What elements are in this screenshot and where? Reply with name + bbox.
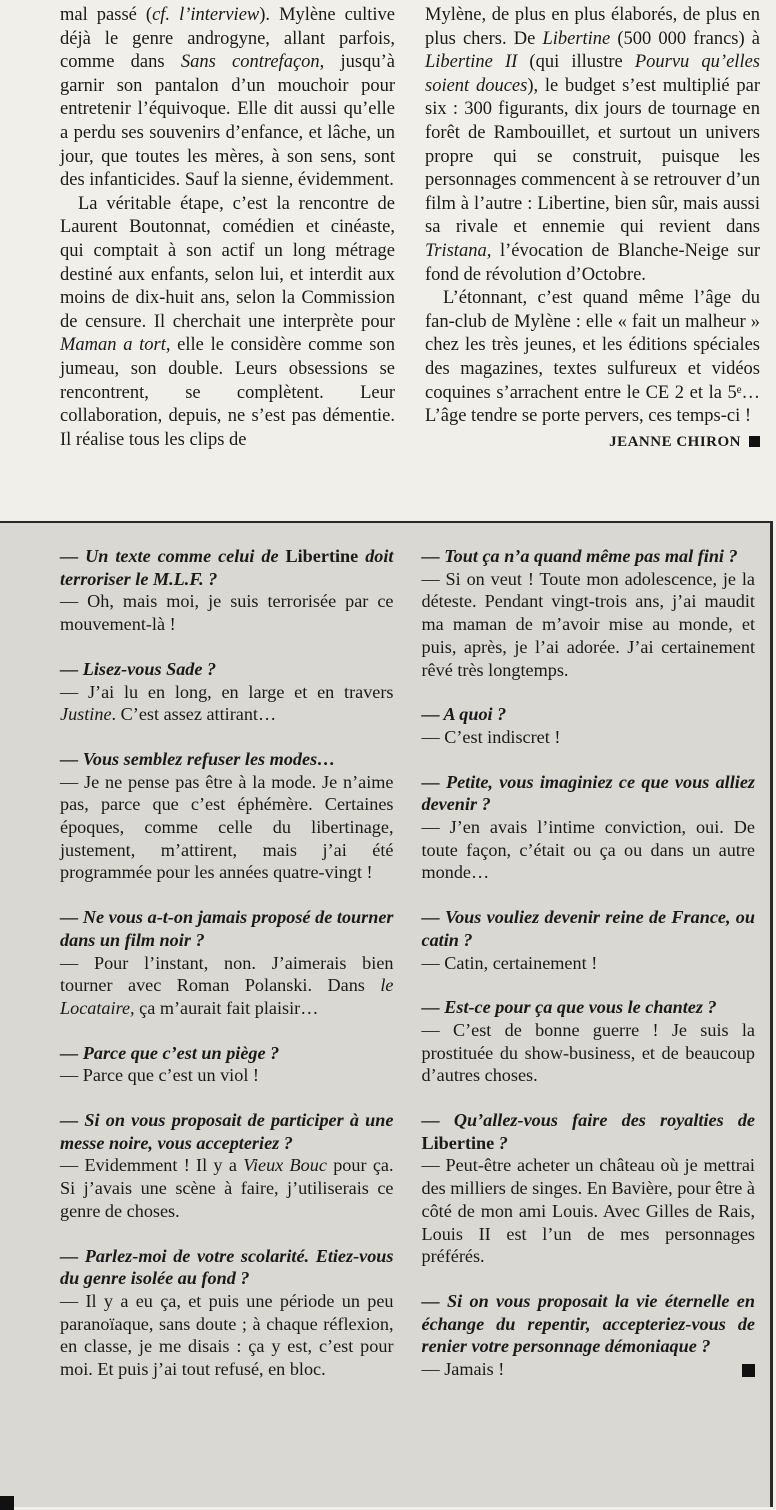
author-signature (425, 431, 760, 453)
qa-pair (60, 545, 394, 636)
text-run: — Si on vous proposait de participer à une messe noire, vous accepteriez ? (60, 1110, 394, 1153)
qa-pair (422, 906, 756, 974)
text-run: — J’en avais l’intime conviction, oui. De toute façon, c’était ou ça ou dans un autre monde… (421, 817, 755, 883)
question (422, 703, 756, 726)
text-run: — Est-ce pour ça que vous le chantez ? (421, 997, 717, 1018)
question (60, 1109, 394, 1154)
answer (422, 816, 756, 884)
italic-title: Libertine (542, 28, 611, 49)
qa-pair (60, 1109, 394, 1223)
text-run: . C’est assez attirant… (111, 704, 277, 725)
text-run: ), le budget s’est multiplié par six : 300 figurants, dix jours de tournage en forêt de Rambouillet, et surtout un univers propre qui se construit, puisque les personnages commencent à se retrouver d’un film à l’autre : Libertine, bien sûr, mais aussi sa rivale et ennemie qui revient dans (425, 75, 761, 238)
question (422, 996, 756, 1019)
answer (60, 952, 394, 1020)
question (60, 748, 394, 771)
qa-pair (422, 1290, 756, 1381)
qa-pair (422, 771, 756, 885)
answer (422, 1358, 756, 1381)
article-paragraph (425, 4, 760, 287)
page-corner-mark (0, 1496, 14, 1510)
text-run: — Parce que c’est un viol ! (60, 1065, 259, 1086)
end-mark-icon (742, 1364, 755, 1377)
text-run: — Parlez-moi de votre scolarité. Etiez-vous du genre isolée au fond ? (60, 1245, 394, 1289)
text-run: — Il y a eu ça, et puis une période un peu paranoïaque, sans doute ; à chaque réflexion, en classe, je me disais : ça y est, c’est pour moi. Et puis j’ai tout refusé, en bloc. (60, 1290, 394, 1380)
interview-box (0, 521, 773, 1507)
text-run: (500 000 francs) à (610, 28, 760, 49)
text-run: doit terroriser le M.L.F. ? (60, 546, 394, 589)
question (422, 545, 756, 568)
text-run: , jusqu’à garnir son pantalon d’un mouchoir pour entretenir l’équivoque. Elle dit aussi qu’elle a perdu ses souvenirs d’enfance, et lâche, un jour, que toutes les mères, à son sens, sont des infanticides. Sauf la sienne, évidemment. (60, 52, 395, 191)
text-run: — Un texte comme celui de (60, 546, 286, 566)
text-run: — Je ne pense pas être à la mode. Je n’aime pas, parce que c’est éphémère. Certaines époques, comme celle du libertinage, justement, m’attirent, mais j’ai été programmée pour les années quatre-vingt ! (60, 771, 394, 883)
text-run: — Tout ça n’a quand même pas mal fini ? (421, 546, 738, 566)
answer (60, 681, 394, 726)
article-paragraph (60, 193, 395, 453)
text-run: — Si on vous proposait la vie éternelle en échange du repentir, accepteriez-vous de renier votre personnage démoniaque ? (421, 1290, 755, 1357)
italic-title: Maman a tort (60, 335, 166, 356)
text-run: — Oh, mais moi, je suis terrorisée par ce mouvement-là ! (60, 591, 394, 635)
article-body (60, 4, 760, 520)
article-paragraph (425, 287, 760, 429)
text-run: — Si on veut ! Toute mon adolescence, je la déteste. Pendant vingt-trois ans, j’ai maudit ma maman de m’avoir mise au monde, et puis, après, je l’ai adorée. J’ai certainement rêvé très longtemps. (421, 568, 755, 680)
text-run: — J’ai lu en long, en large et en travers (60, 681, 394, 702)
italic-title: Tristana, (425, 240, 492, 261)
text-run: — Parce que c’est un piège ? (60, 1042, 280, 1063)
answer (422, 952, 756, 975)
answer (422, 1154, 756, 1268)
interview-column-2 (422, 545, 756, 1495)
end-mark-icon (749, 436, 760, 447)
text-run: — C’est indiscret ! (421, 726, 561, 747)
qa-pair (422, 545, 756, 681)
text-run: La véritable étape, c’est la rencontre de Laurent Boutonnat, comédien et cinéaste, qui comptait à son actif un long métrage destiné aux enfants, selon lui, et interdit aux moins de dix-huit ans, selon la Commission de censure. Il cherchait une interprète pour (60, 193, 395, 332)
question (422, 906, 756, 951)
text-run: ). Mylène cultive déjà le genre androgyne, allant parfois, comme dans (60, 5, 395, 73)
answer (422, 726, 756, 749)
answer (60, 1064, 394, 1087)
answer (422, 568, 756, 682)
bold-title: Libertine (421, 1132, 495, 1153)
text-run: — Qu’allez-vous faire des royalties de (421, 1110, 755, 1131)
question (60, 545, 394, 590)
answer (60, 1154, 394, 1222)
italic-title: Libertine II (425, 52, 518, 73)
text-run: — Vous semblez refuser les modes… (60, 748, 336, 769)
italic-title: Sans contrefaçon (180, 52, 320, 73)
qa-pair (60, 906, 394, 1020)
text-run: mal passé ( (60, 5, 153, 25)
answer (422, 1019, 756, 1087)
text-run: pour ça. Si j’avais une scène à faire, j’utiliserais ce genre de choses. (60, 1155, 394, 1221)
article-column-2-text (425, 4, 760, 429)
text-run: L’étonnant, c’est quand même l’âge du fan-club de Mylène : elle « fait un malheur » chez les très jeunes, et les éditions spéciales des magazines, textes sulfureux et vidéos coquines s’arrachent entre le CE 2 et la 5ᵉ… L’âge tendre se porte pervers, ces temps-ci ! (425, 288, 760, 427)
qa-pair (422, 996, 756, 1087)
text-run: — Lisez-vous Sade ? (60, 658, 217, 679)
qa-pair (60, 658, 394, 726)
article-column-2 (425, 4, 760, 520)
text-run: — Ne vous a-t-on jamais proposé de tourner dans un film noir ? (60, 907, 394, 950)
answer (60, 1290, 394, 1381)
qa-pair (60, 748, 394, 884)
text-run: — A quoi ? (421, 704, 507, 725)
answer (60, 771, 394, 885)
qa-pair (422, 703, 756, 748)
text-run: — Catin, certainement ! (421, 952, 598, 973)
text-run: Mylène, de plus en plus élaborés, de plus en plus chers. De (425, 5, 760, 49)
text-run: — Petite, vous imaginiez ce que vous alliez devenir ? (421, 771, 755, 815)
interview-column-1 (60, 545, 394, 1495)
italic-title: le Locataire, (60, 975, 394, 1018)
qa-pair (60, 1245, 394, 1381)
author-name: JEANNE CHIRON (609, 433, 741, 450)
qa-pair (422, 1109, 756, 1268)
italic-title: Justine (60, 704, 112, 725)
italic-title: cf. l’interview (152, 5, 260, 25)
italic-title: Pourvu qu’elles soient douces (425, 52, 760, 96)
qa-pair (60, 1042, 394, 1087)
text-run: — C’est de bonne guerre ! Je suis la prostituée du show-business, et de beaucoup d’autres choses. (421, 1019, 755, 1086)
text-run: l’évocation de Blanche-Neige sur fond de révolution d’Octobre. (425, 240, 760, 285)
italic-title: Vieux Bouc (243, 1155, 327, 1176)
question (60, 1245, 394, 1290)
bold-title: Libertine (285, 546, 359, 566)
text-run: — Pour l’instant, non. J’aimerais bien tourner avec Roman Polanski. Dans (60, 952, 394, 996)
question (60, 658, 394, 681)
text-run: ? (494, 1132, 508, 1153)
article-paragraph (60, 4, 395, 193)
text-run: — Peut-être acheter un château où je mettrai des milliers de singes. En Bavière, pour être à côté de mon ami Louis. Avec Gilles de Rais, Louis II est l’un de mes personnages préférés. (421, 1155, 755, 1267)
text-run: — Vous vouliez devenir reine de France, ou catin ? (421, 907, 755, 950)
question (422, 1290, 756, 1358)
text-run: ça m’aurait fait plaisir… (134, 997, 319, 1018)
question (60, 906, 394, 951)
text-run: (qui illustre (517, 52, 635, 73)
text-run: — Jamais ! (421, 1359, 505, 1380)
article-column-1 (60, 4, 395, 520)
question (422, 1109, 756, 1154)
question (60, 1042, 394, 1065)
text-run: — Evidemment ! Il y a (60, 1155, 244, 1176)
question (422, 771, 756, 816)
answer (60, 590, 394, 635)
text-run: , elle le considère comme son jumeau, son double. Leurs obsessions se rencontrent, se complètent. Leur collaboration, depuis, ne s’est pas démentie. Il réalise tous les clips de (60, 335, 396, 450)
interview-columns (60, 545, 755, 1495)
